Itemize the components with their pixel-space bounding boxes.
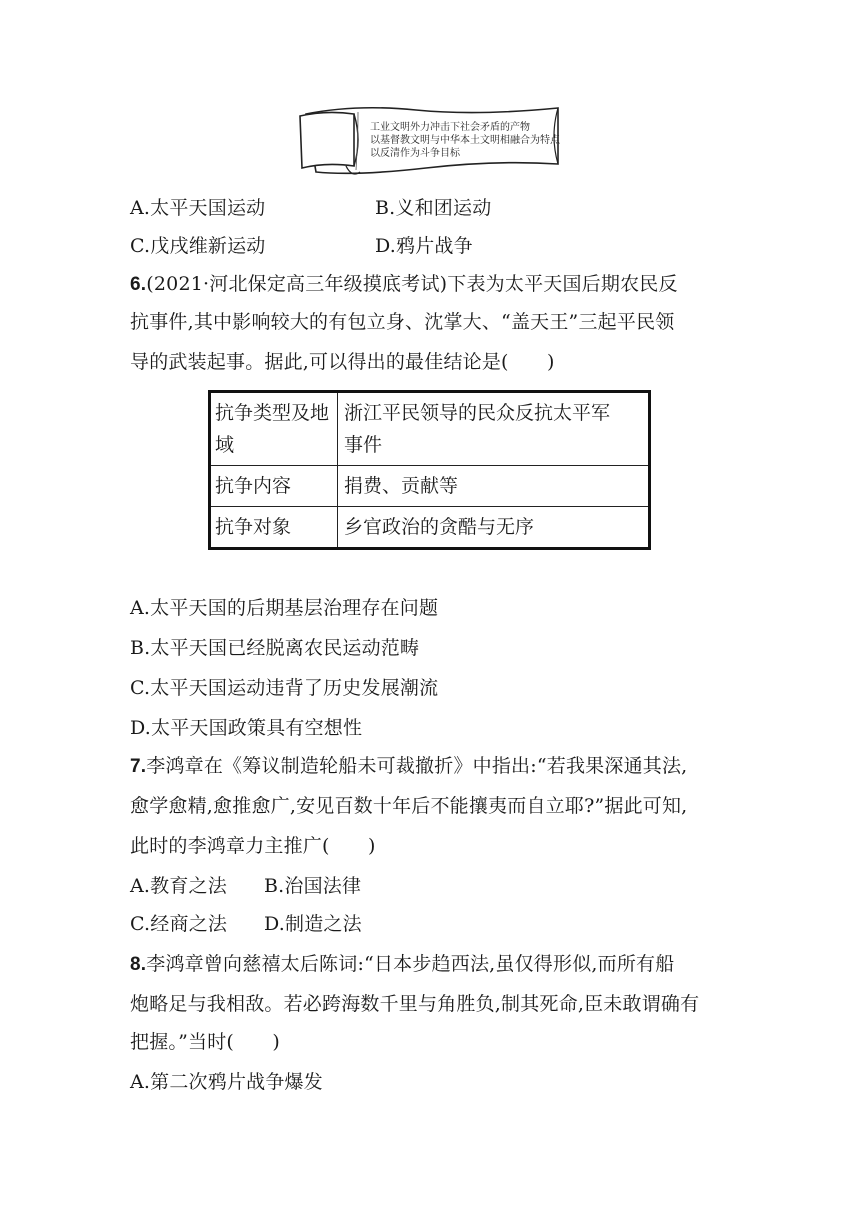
q8-option-a: A.第二次鸦片战争爆发	[130, 1071, 323, 1093]
q5-option-c: C.戊戌维新运动	[130, 235, 266, 257]
q6-option-c: C.太平天国运动违背了历史发展潮流	[130, 677, 439, 699]
q8-text: 李鸿章曾向慈禧太后陈词:“日本步趋西法,虽仅得形似,而所有船	[146, 953, 675, 975]
table-row	[210, 392, 650, 466]
q8-stem-line-2: 炮略足与我相敌。若必跨海数千里与角胜负,制其死命,臣未敢谓确有	[130, 993, 700, 1015]
table-cell	[210, 392, 338, 466]
q6-text: (2021·河北保定高三年级摸底考试)下表为太平天国后期农民反	[146, 273, 678, 295]
q7-option-d: D.制造之法	[264, 913, 362, 935]
q7-option-a: A.教育之法	[130, 875, 227, 897]
cell-text: 浙江平民领导的民众反抗太平军	[344, 402, 611, 424]
q6-stem-line-3: 导的武装起事。据此,可以得出的最佳结论是( )	[130, 351, 555, 373]
q6-stem-line-2: 抗事件,其中影响较大的有包立身、沈掌大、“盖天王”三起平民领	[130, 311, 675, 333]
table-row	[210, 507, 650, 549]
q5-option-b: B.义和团运动	[375, 197, 492, 219]
q7-stem-line-2: 愈学愈精,愈推愈广,安见百数十年后不能攘夷而自立耶?”据此可知,	[130, 795, 688, 817]
q7-option-c: C.经商之法	[130, 913, 228, 935]
q7-stem-line-1	[130, 754, 687, 779]
table-cell: 抗争内容	[210, 466, 338, 507]
q6-option-a: A.太平天国的后期基层治理存在问题	[130, 597, 439, 619]
table-row	[210, 466, 650, 507]
scroll-text	[370, 121, 560, 160]
q6-number: 6.	[130, 274, 147, 295]
table-cell	[338, 392, 650, 466]
q6-option-d: D.太平天国政策具有空想性	[130, 717, 363, 739]
q6-option-b: B.太平天国已经脱离农民运动范畴	[130, 637, 420, 659]
cell-text: 抗争类型及地	[215, 402, 330, 424]
q8-stem-line-1	[130, 952, 674, 977]
q7-stem-line-3: 此时的李鸿章力主推广( )	[130, 835, 376, 857]
cell-text: 事件	[344, 434, 383, 456]
q8-stem-line-3: 把握。”当时( )	[130, 1031, 281, 1053]
q7-number: 7.	[130, 756, 147, 777]
q8-number: 8.	[130, 954, 147, 975]
scroll-line: 以基督教文明与中华本土文明相融合为特点	[370, 135, 560, 146]
scroll-line: 以反清作为斗争目标	[370, 148, 460, 159]
table-cell: 抗争对象	[210, 507, 338, 549]
q7-option-b: B.治国法律	[264, 875, 362, 897]
table-cell: 乡官政治的贪酷与无序	[338, 507, 650, 549]
cell-text: 域	[215, 434, 235, 456]
q5-option-d: D.鸦片战争	[375, 235, 473, 257]
q6-stem-line-1	[130, 272, 678, 297]
q7-text: 李鸿章在《筹议制造轮船未可裁撤折》中指出:“若我果深通其法,	[146, 755, 688, 777]
q5-option-a: A.太平天国运动	[130, 197, 266, 219]
scroll-line: 工业文明外力冲击下社会矛盾的产物	[370, 122, 530, 133]
table-cell: 捐费、贡献等	[338, 466, 650, 507]
q6-table	[208, 390, 651, 550]
